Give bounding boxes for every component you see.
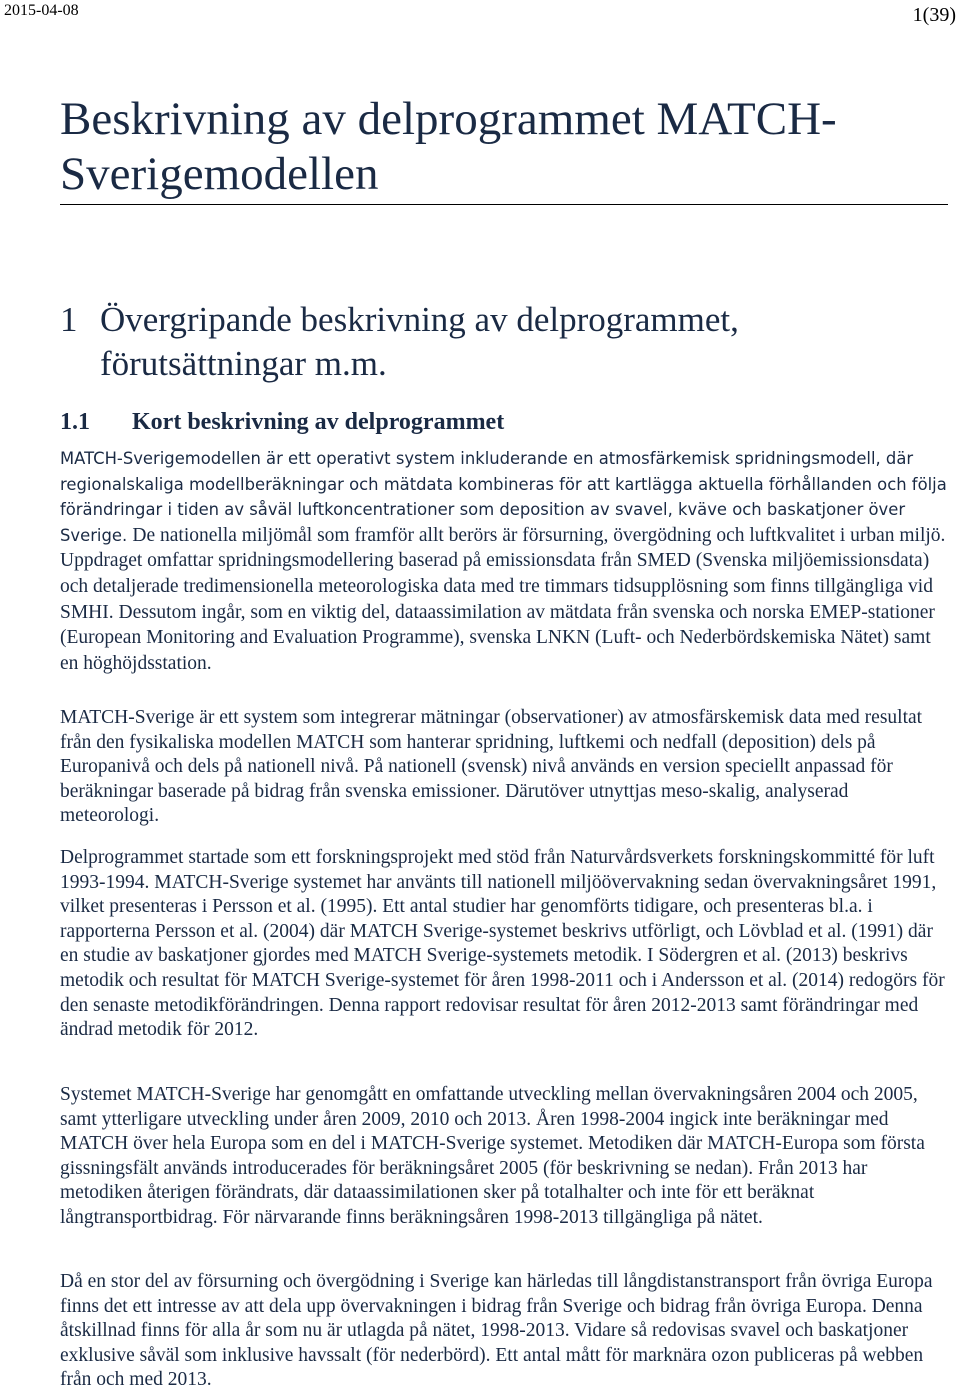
section-1-1-heading (60, 406, 940, 438)
paragraph-4: Systemet MATCH-Sverige har genomgått en omfattande utveckling mellan övervakningsåren 2004 och 2005, samt ytterligare utveckling under åren 2009, 2010 och 2013. Åren 1998-2004 ingick inte beräkningar med MATCH över hela Europa som en del i MATCH-Sverige systemet. Metodiken där MATCH-Europa som första gissningsfält används introducerades för beräkningsåret 2005 (för beskrivning se nedan). Från 2013 har metodiken återigen förändrats, där dataassimilationen sker på totalhalter och inte för ett beräknat långtransportbidrag. För närvarande finns beräkningsåren 1998-2013 tillgängliga på nätet. (60, 1084, 925, 1228)
section-1-1-number: 1.1 (60, 409, 90, 435)
section-1-1-title: Kort beskrivning av delprogrammet (132, 409, 505, 435)
section-1-title-cont: förutsättningar m.m. (100, 344, 387, 383)
document-title: Beskrivning av delprogrammet MATCH-Sverigemodellen (60, 93, 837, 200)
paragraph-1-sans-text: MATCH-Sverigemodellen är ett operativt system inkluderande en atmosfärkemisk spridningsmodell, där regionalskaliga modellberäkningar och mätdata kombineras för att kartlägga aktuella förhållanden och följa förändringar i tiden av såväl luftkoncentrationer som deposition av svavel, kväve och baskatjoner över Sverige. (60, 449, 947, 545)
section-1-title: Övergripande beskrivning av delprogrammet, (100, 300, 739, 339)
title-divider (60, 204, 948, 205)
paragraph-5: Då en stor del av försurning och övergödning i Sverige kan härledas till långdistanstransport från övriga Europa finns det ett intresse av att dela upp övervakningen i bidrag från Sverige och bidrag från övriga Europa. Denna åtskillnad finns för alla år som nu är utlagda på nätet, 1998-2013. Vidare så redovisas svavel och baskatjoner exklusive såväl som inklusive havssalt (för nederbörd). Ett antal mått för marknära ozon publiceras på webben från och med 2013. (60, 1271, 933, 1391)
paragraph-3: Delprogrammet startade som ett forskningsprojekt med stöd från Naturvårdsverkets forskningskommitté för luft 1993-1994. MATCH-Sverige systemet har använts till nationell miljöövervakning sedan övervakningsåret 1991, vilket presenteras i Persson et al. (1995). Ett antal studier har genomförts tidigare, och presenteras bl.a. i rapporterna Persson et al. (2004) där MATCH Sverige-systemet beskrivs utförligt, och Lövblad et al. (1991) där en studie av baskatjoner gjordes med MATCH Sverige-systemets metodik. I Södergren et al. (2013) beskrivs metodik och resultat för MATCH Sverige-systemet för åren 1998-2011 och i Andersson et al. (2014) redogörs för den senaste metodikförändringen. Denna rapport redovisar resultat för åren 2012-2013 samt förändringar med ändrad metodik för 2012. (60, 847, 945, 1041)
section-1-number: 1 (60, 300, 78, 339)
paragraph-1 (60, 446, 950, 676)
header-date: 2015-04-08 (4, 2, 79, 19)
paragraph-2: MATCH-Sverige är ett system som integrerar mätningar (observationer) av atmosfärskemisk data med resultat från den fysikaliska modellen MATCH som hanterar spridning, luftkemi och nedfall (deposition) dels på Europanivå och dels på nationell nivå. På nationell (svensk) nivå används en version speciellt anpassad för beräkningar baserade på bidrag från svenska emissioner. Därutöver utnyttjas meso-skalig, analyserad meteorologi. (60, 707, 923, 827)
paragraph-1-serif-text: De nationella miljömål som framför allt berörs är försurning, övergödning och luftkvalitet i urban miljö. Uppdraget omfattar spridningsmodellering baserad på emissionsdata från SMED (Svenska miljöemissionsdata) och detaljerade tredimensionella meteorologiska data med tre timmars tidsupplösning som finns tillgängliga vid SMHI. Dessutom ingår, som en viktig del, dataassimilation av mätdata från svenska och norska EMEP-stationer (European Monitoring and Evaluation Programme), svenska LNKN (Luft- och Nederbördskemiska Nätet) samt en höghöjdsstation. (60, 524, 946, 674)
page-number: 1(39) (912, 4, 956, 26)
section-1-heading (60, 298, 940, 386)
